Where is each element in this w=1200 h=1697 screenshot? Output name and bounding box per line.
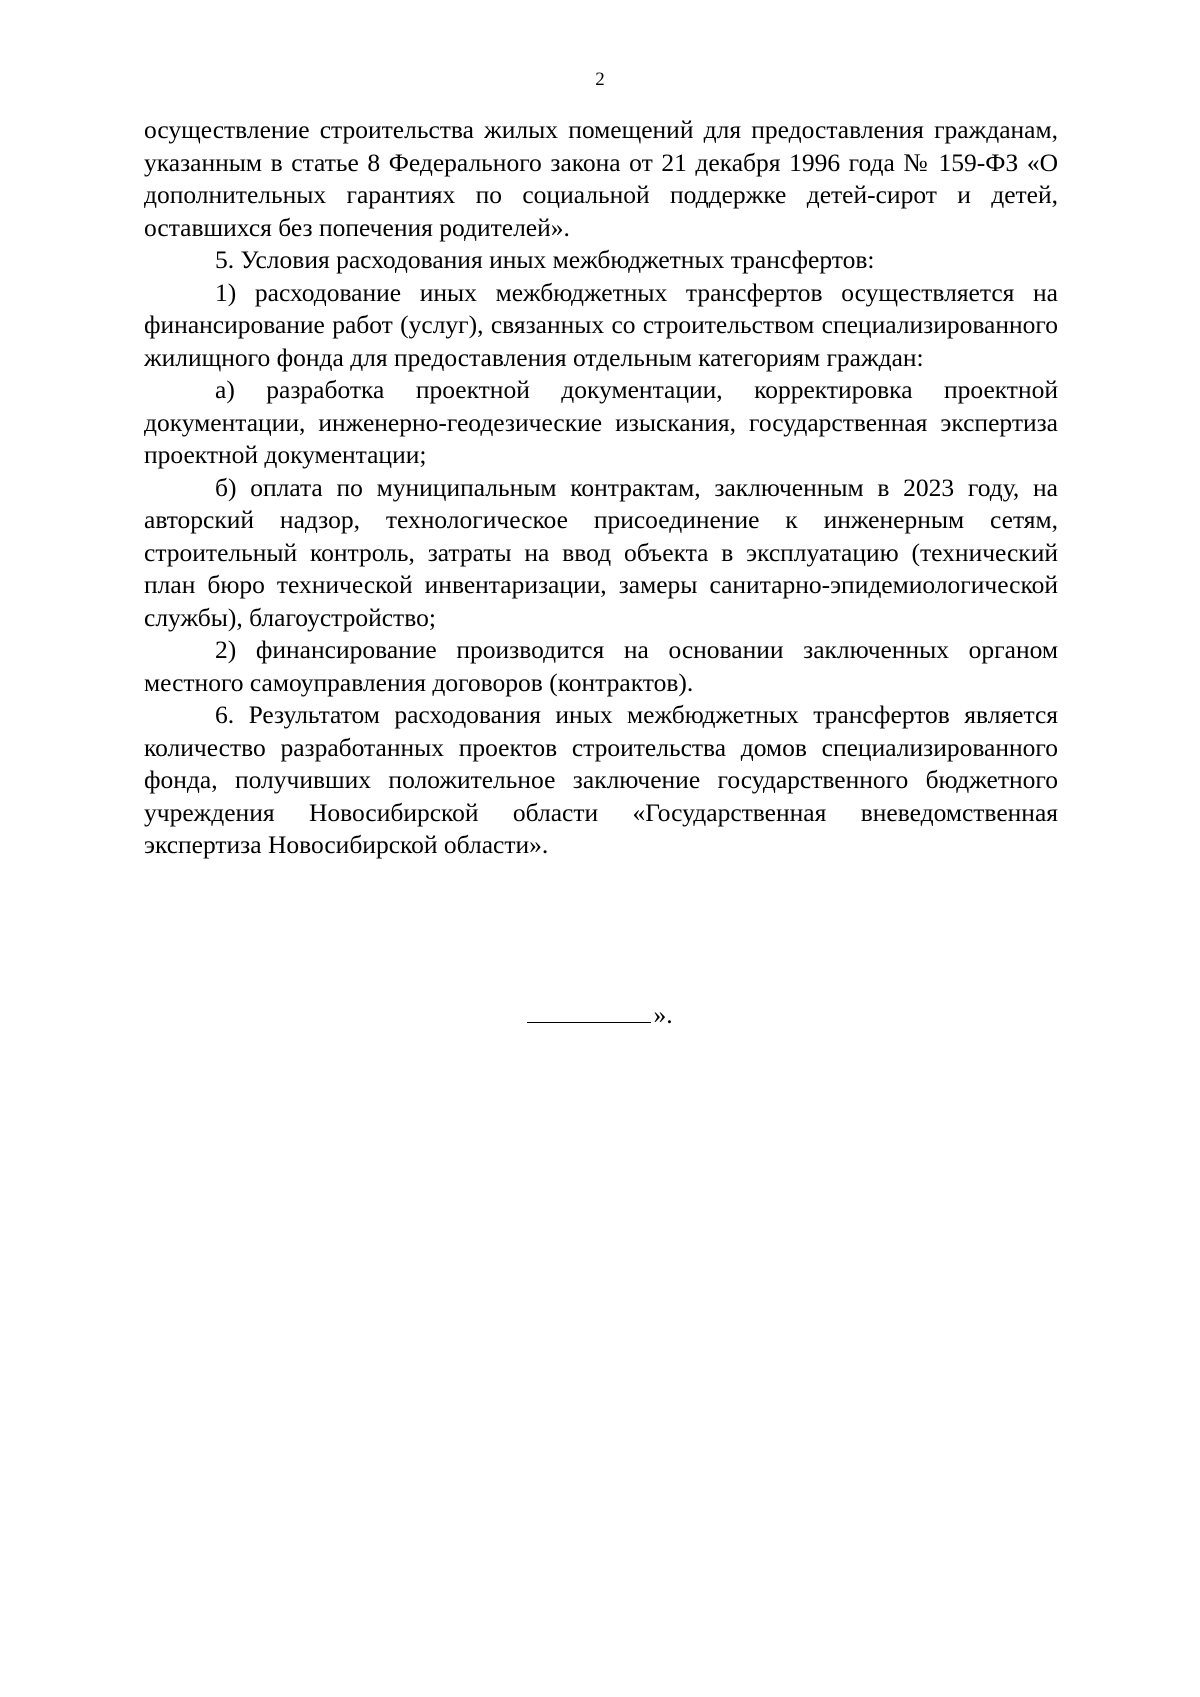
page-number: 2 bbox=[595, 69, 605, 90]
paragraph-section-6: 6. Результатом расходования иных межбюджетных трансфертов является количество разработанных проектов строительства домов специализированного фонда, получивших положительное заключение государственного бюджетного учреждения Новосибирской области «Государственная вневедомственная экспертиза Новосибирской области». bbox=[144, 700, 1058, 859]
paragraph-continuation: осуществление строительства жилых помещений для предоставления гражданам, указанным в статье 8 Федерального закона от 21 декабря 1996 года № 159-ФЗ «О дополнительных гарантиях по социальной поддержке детей-сирот и детей, оставшихся без попечения родителей». bbox=[144, 115, 1058, 242]
closing-quote: ». bbox=[653, 1000, 673, 1029]
closing-mark bbox=[0, 996, 1200, 1031]
paragraph-item-2: 2) финансирование производится на основании заключенных органом местного самоуправления договоров (контрактов). bbox=[144, 635, 1058, 697]
paragraph-subitem-a: а) разработка проектной документации, корректировка проектной документации, инженерно-геодезические изыскания, государственная экспертиза проектной документации; bbox=[144, 375, 1058, 469]
paragraph-item-1: 1) расходование иных межбюджетных трансфертов осуществляется на финансирование работ (услуг), связанных со строительством специализированного жилищного фонда для предоставления отдельным категориям граждан: bbox=[144, 277, 1058, 372]
paragraph-subitem-b: б) оплата по муниципальным контрактам, заключенным в 2023 году, на авторский надзор, технологическое присоединение к инженерным сетям, строительный контроль, затраты на ввод объекта в эксплуатацию (технический план бюро технической инвентаризации, замеры санитарно-эпидемиологической службы), благоустройство; bbox=[144, 472, 1058, 632]
closing-underline bbox=[527, 996, 651, 1023]
paragraph-section-5-heading: 5. Условия расходования иных межбюджетных трансфертов: bbox=[215, 245, 875, 274]
document-body bbox=[144, 114, 1058, 862]
